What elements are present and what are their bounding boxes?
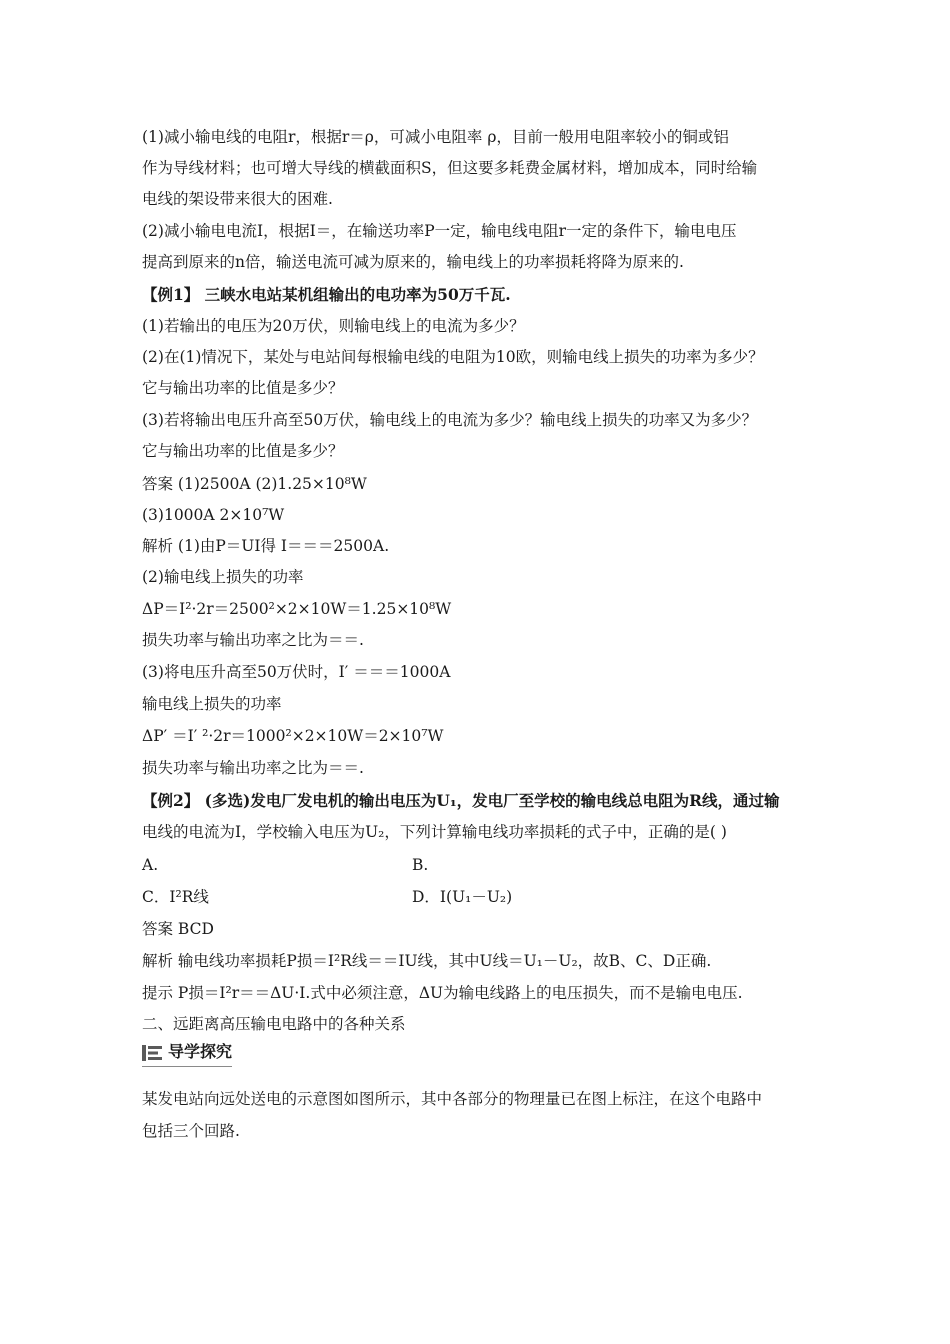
hint-line: 提示 P损＝I²r＝＝ΔU·I.式中必须注意，ΔU为输电线路上的电压损失，而不是输电电压.	[142, 984, 743, 1002]
text-line: (3)将电压升高至50万伏时，I′ ＝＝＝1000A	[142, 663, 451, 681]
example-2-title: 【例2】 (多选)发电厂发电机的输出电压为U₁，发电厂至学校的输电线总电阻为R线，通过输	[142, 791, 780, 810]
analysis-line: 解析 (1)由P＝UI得 I＝＝＝2500A.	[142, 537, 390, 555]
text-line: 损失功率与输出功率之比为＝＝.	[142, 759, 364, 777]
formula-line: ΔP′ ＝I′ ²·2r＝1000²×2×10W＝2×10⁷W	[142, 727, 444, 745]
section-heading: 二、远距离高压输电电路中的各种关系	[142, 1015, 406, 1033]
text-line: 它与输出功率的比值是多少？	[142, 442, 344, 460]
text-line: (2)输电线上损失的功率	[142, 568, 304, 586]
text-line: (2)减小输电电流I，根据I＝，在输送功率P一定，输电线电阻r一定的条件下，输电电压	[142, 222, 737, 240]
text-line: (1)减小输电线的电阻r，根据r＝ρ，可减小电阻率 ρ，目前一般用电阻率较小的铜或铝	[142, 128, 729, 146]
formula-line: ΔP＝I²·2r＝2500²×2×10W＝1.25×10⁸W	[142, 600, 452, 618]
text-line: (1)若输出的电压为20万伏，则输电线上的电流为多少？	[142, 317, 525, 335]
text-line: 损失功率与输出功率之比为＝＝.	[142, 631, 364, 649]
text-line: 提高到原来的n倍，输送电流可减为原来的，输电线上的功率损耗将降为原来的.	[142, 253, 684, 271]
answer-line: (3)1000A 2×10⁷W	[142, 506, 285, 524]
text-line: 包括三个回路.	[142, 1122, 240, 1140]
answer-line: 答案 (1)2500A (2)1.25×10⁸W	[142, 475, 367, 493]
text-line: 电线的架设带来很大的困难.	[142, 190, 333, 208]
section-header-title: 导学探究	[168, 1042, 233, 1061]
text-line: (2)在(1)情况下，某处与电站间每根输电线的电阻为10欧，则输电线上损失的功率为多少？	[142, 348, 764, 366]
text-line: (3)若将输出电压升高至50万伏，输电线上的电流为多少？输电线上损失的功率又为多少？	[142, 411, 758, 429]
section-header	[142, 1041, 232, 1065]
text-line: 作为导线材料；也可增大导线的横截面积S，但这要多耗费金属材料，增加成本，同时给输	[142, 159, 758, 177]
option-d: D．I(U₁－U₂)	[412, 888, 513, 906]
option-b: B.	[412, 856, 429, 874]
list-icon	[142, 1045, 162, 1061]
header-underline	[142, 1066, 232, 1067]
example-1-title: 【例1】 三峡水电站某机组输出的电功率为50万千瓦.	[142, 285, 511, 304]
option-a: A.	[142, 856, 159, 874]
text-line: 输电线上损失的功率	[142, 695, 282, 713]
text-line: 它与输出功率的比值是多少？	[142, 379, 344, 397]
text-line: 某发电站向远处送电的示意图如图所示，其中各部分的物理量已在图上标注，在这个电路中	[142, 1090, 763, 1108]
answer-line: 答案 BCD	[142, 920, 214, 938]
text-line: 电线的电流为I，学校输入电压为U₂，下列计算输电线功率损耗的式子中，正确的是( )	[142, 823, 727, 841]
option-c: C．I²R线	[142, 888, 209, 906]
analysis-line: 解析 输电线功率损耗P损＝I²R线＝＝IU线，其中U线＝U₁－U₂，故B、C、D正确.	[142, 952, 712, 970]
